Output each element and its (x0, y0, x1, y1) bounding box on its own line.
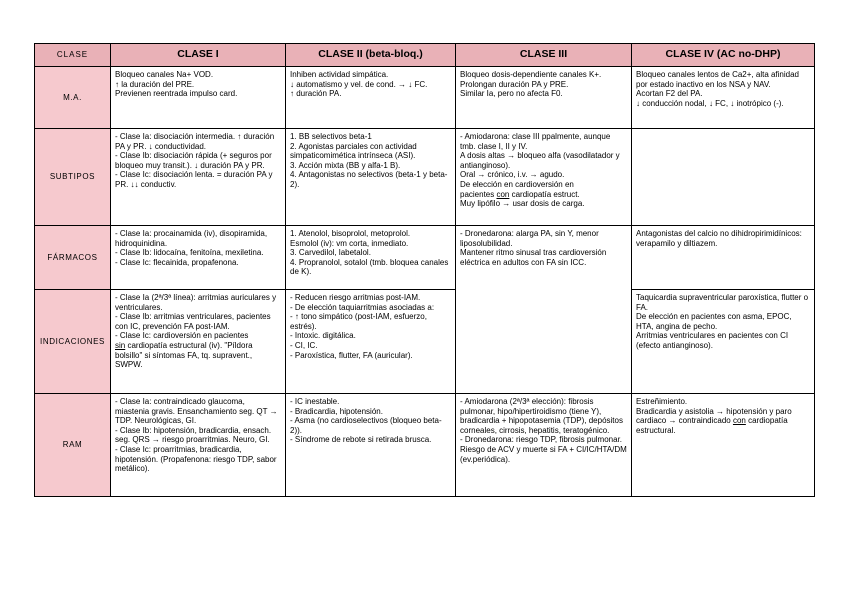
text-fragment: cardiopatía estructural. (636, 416, 788, 435)
text-line: - Asma (no cardioselectivos (bloqueo beta-2)). (290, 416, 442, 435)
text-line: ↑ duración PA. (290, 89, 342, 99)
cell-indicaciones-clase-i (111, 290, 286, 394)
text-line: 3. Carvedilol, labetalol. (290, 248, 371, 258)
text-line: - De elección taquiarritmias asociadas a: (290, 302, 435, 312)
cell-ram-clase-ii (286, 394, 456, 497)
cell-subtipos-clase-ii (286, 129, 456, 226)
cell-indicaciones-clase-iv (632, 290, 815, 394)
text-line: - Clase Ib: lidocaína, fenitoína, mexiletina. (115, 248, 264, 258)
text-line: Estreñimiento. (636, 397, 688, 406)
header-clase-ii: CLASE II (beta-bloq.) (286, 44, 456, 67)
cell-subtipos-clase-iii (456, 129, 632, 226)
text-line: Bloqueo canales Na+ VOD. (115, 70, 214, 79)
text-line: 1. BB selectivos beta-1 (290, 132, 372, 141)
cell-ma-clase-i (111, 67, 286, 129)
antiarrhythmic-table (34, 43, 815, 497)
rowhead-ma: M.A. (35, 67, 111, 129)
text-line (460, 190, 627, 200)
text-line: Mantener ritmo sinusal tras cardioversión eléctrica en adultos con FA sin ICC. (460, 248, 607, 267)
row-ram (35, 394, 815, 497)
text-line: - Clase Ic: proarritmias, bradicardia, hipotensión. (Propafenona: riesgo TDP, sabor metálico). (115, 444, 277, 474)
cell-ram-clase-i (111, 394, 286, 497)
text-line: ↑ la duración del PRE. (115, 79, 195, 89)
text-line: 2. Agonistas parciales con actividad simpaticomimética intrínseca (ASI). (290, 141, 417, 161)
row-indicaciones (35, 290, 815, 394)
text-line: - Amiodarona: clase III ppalmente, aunque tmb. clase I, II y IV. (460, 132, 611, 151)
text-fragment: cardiopatía estructural (iv). "Píldora bolsillo" si síntomas FA, tq. supravent., SWPW. (115, 340, 253, 370)
underlined-text: con (496, 189, 510, 199)
text-line: ↓ automatismo y vel. de cond. → ↓ FC. (290, 79, 428, 89)
text-line: De elección en pacientes con asma, EPOC, HTA, angina de pecho. (636, 312, 792, 331)
text-line: - Reducen riesgo arritmias post-IAM. (290, 293, 421, 302)
text-line: - Bradicardia, hipotensión. (290, 406, 383, 416)
text-fragment: cardiaco → contraindicado (636, 416, 733, 426)
text-fragment: Bradicardia y asistolia → hipotensión y paro (636, 406, 792, 416)
rowhead-subtipos: SUBTIPOS (35, 129, 111, 226)
text-line: - Clase Ic: cardioversión en pacientes (115, 331, 249, 341)
text-line: Bloqueo canales lentos de Ca2+, alta afinidad por estado inactivo en los NSA y NAV. (636, 70, 800, 89)
text-line: Arritmias ventriculares en pacientes con CI (efecto antianginoso). (636, 331, 789, 350)
text-line: Muy lipófilo → usar dosis de carga. (460, 199, 585, 209)
header-row (35, 44, 815, 67)
text-line: Acortan F2 del PA. (636, 89, 703, 99)
cell-ma-clase-iii (456, 67, 632, 129)
text-line: 4. Antagonistas no selectivos (beta-1 y beta-2). (290, 170, 448, 189)
text-line: 1. Atenolol, bisoprolol, metoprolol. (290, 229, 411, 238)
text-line: Similar Ia, pero no afecta F0. (460, 89, 563, 99)
text-line: Inhiben actividad simpática. (290, 70, 389, 79)
text-line: - ↑ tono simpático (post-IAM, esfuerzo, estrés). (290, 312, 427, 331)
cell-ma-clase-iv (632, 67, 815, 129)
cell-farmacos-clase-i (111, 226, 286, 290)
text-line: - Clase Ia (2ª/3ª línea): arritmias auriculares y ventriculares. (115, 293, 277, 312)
cell-farmacos-indicaciones-clase-iii (456, 226, 632, 394)
text-line: De elección en cardioversión en (460, 179, 574, 189)
cell-ma-clase-ii (286, 67, 456, 129)
text-line: - Síndrome de rebote si retirada brusca. (290, 435, 432, 445)
text-line: - Paroxística, flutter, FA (auricular). (290, 350, 413, 360)
text-line: 4. Propranolol, sotalol (tmb. bloquea canales de K). (290, 257, 449, 277)
text-line: - Clase Ib: disociación rápida (+ seguros por bloqueo muy transit.). ↓ duración PA y PR. (115, 151, 272, 170)
header-clase-iv: CLASE IV (AC no-DHP) (632, 44, 815, 67)
text-line: - Dronedarona: riesgo TDP, fibrosis pulmonar. Riesgo de ACV y muerte si FA + CI/IC/HTA/DM (ev.periódica). (460, 435, 627, 464)
underlined-text: con (732, 416, 746, 426)
header-clase-i: CLASE I (111, 44, 286, 67)
text-line: - Clase Ic: disociación lenta. = duración PA y PR. ↓↓ conductiv. (115, 170, 273, 189)
text-line: - Clase Ia: contraindicado glaucoma, miastenia gravis. Ensanchamiento seg. QT → TDP. Neurológicas, GI. (115, 397, 278, 426)
rowhead-indicaciones: INDICACIONES (35, 290, 111, 394)
text-line (636, 407, 810, 436)
cell-ram-clase-iv (632, 394, 815, 497)
cell-farmacos-clase-iv (632, 226, 815, 290)
text-line: Taquicardia supraventricular paroxística, flutter o FA. (636, 293, 809, 312)
text-line: 3. Acción mixta (BB y alfa-1 B). (290, 160, 401, 170)
text-line: - Clase Ic: flecainida, propafenona. (115, 257, 239, 267)
text-line: - Clase Ib: arritmias ventriculares, pacientes con IC, prevención FA post-IAM. (115, 312, 271, 331)
cell-subtipos-clase-i (111, 129, 286, 226)
cell-subtipos-clase-iv (632, 129, 815, 226)
cell-farmacos-clase-ii (286, 226, 456, 290)
text-line: Previenen reentrada impulso card. (115, 89, 238, 99)
text-fragment: cardiopatía estruct. (509, 189, 580, 199)
text-line: Oral → crónico, i.v. → agudo. (460, 170, 565, 180)
rowhead-ram: RAM (35, 394, 111, 497)
text-line: Bloqueo dosis-dependiente canales K+. (460, 70, 602, 79)
header-clase-iii: CLASE III (456, 44, 632, 67)
text-line: A dosis altas → bloqueo alfa (vasodilatador y antianginoso). (460, 151, 620, 170)
text-fragment: pacientes (460, 189, 497, 199)
text-line: - Clase Ia: procainamida (iv), disopiramida, hidroquinidina. (115, 229, 268, 248)
cell-indicaciones-clase-ii (286, 290, 456, 394)
cell-ram-clase-iii (456, 394, 632, 497)
text-line: - Clase Ib: hipotensión, bradicardia, ensach. seg. QRS → riesgo proarritmias. Neuro, GI. (115, 425, 272, 445)
text-line: ↓ conducción nodal, ↓ FC, ↓ inotrópico (-). (636, 98, 784, 108)
text-line: - Amiodarona (2ª/3ª elección): fibrosis pulmonar, hipo/hipertiroidismo (tiene Y), bradicardia + hipopotasemia (TDP), depósitos corneales, cirrosis, hepatitis, teratogénico. (460, 397, 623, 435)
text-line: - Intoxic. digitálica. (290, 331, 356, 341)
header-clase: CLASE (35, 44, 111, 67)
row-ma (35, 67, 815, 129)
text-line: - Dronedarona: alarga PA, sin Y, menor liposolubilidad. (460, 229, 599, 248)
rowhead-farmacos: FÁRMACOS (35, 226, 111, 290)
text-line: - CI, IC. (290, 340, 318, 350)
row-subtipos (35, 129, 815, 226)
text-line: - Clase Ia: disociación intermedia. ↑ duración PA y PR. ↓ conductividad. (115, 132, 275, 151)
row-farmacos (35, 226, 815, 290)
underlined-text: sin (115, 340, 126, 350)
text-line: Prolongan duración PA y PRE. (460, 79, 569, 89)
text-line: - IC inestable. (290, 397, 340, 406)
text-line: Antagonistas del calcio no dihidropirimidínicos: verapamilo y diltiazem. (636, 229, 802, 248)
text-line: Esmolol (iv): vm corta, inmediato. (290, 238, 409, 248)
text-line (115, 341, 281, 370)
